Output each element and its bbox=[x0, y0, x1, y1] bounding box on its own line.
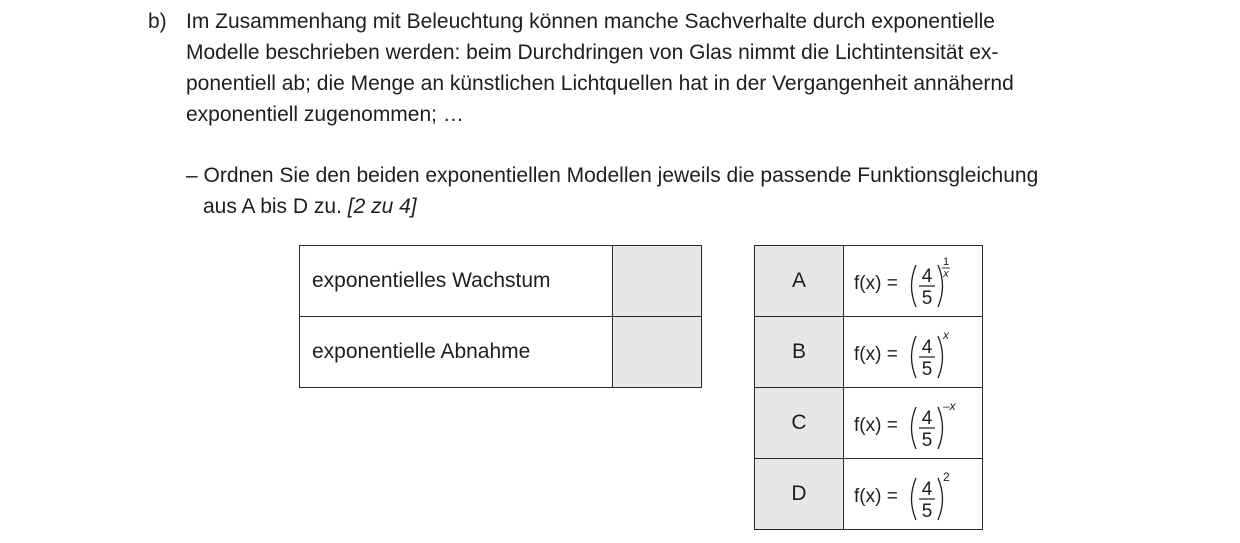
options-table bbox=[754, 245, 983, 530]
points-note: [2 zu 4] bbox=[347, 195, 417, 218]
right-paren bbox=[938, 407, 943, 449]
intro-line: ponentiell ab; die Menge an künstlichen Lichtquellen hat in der Vergangenheit annähernd bbox=[186, 72, 1014, 95]
option-formula bbox=[844, 246, 983, 317]
fraction-numerator: 4 bbox=[921, 479, 933, 500]
right-paren bbox=[938, 478, 943, 520]
option-formula bbox=[844, 459, 983, 530]
formula-graphic bbox=[854, 322, 964, 382]
intro-paragraph bbox=[186, 6, 1086, 130]
option-formula bbox=[844, 317, 983, 388]
table-row bbox=[300, 317, 702, 388]
table-row bbox=[755, 388, 983, 459]
intro-line: exponentiell zugenommen; … bbox=[186, 103, 464, 126]
model-label: exponentielles Wachstum bbox=[300, 246, 613, 317]
formula-lhs: f(x) = bbox=[854, 344, 898, 365]
exponent: 2 bbox=[943, 470, 950, 484]
formula-graphic bbox=[854, 393, 964, 453]
option-letter: C bbox=[755, 388, 844, 459]
instruction-line bbox=[186, 191, 1106, 222]
exponent: x bbox=[943, 328, 949, 342]
task-label: b) bbox=[148, 10, 167, 33]
left-paren bbox=[912, 336, 917, 378]
option-letter: B bbox=[755, 317, 844, 388]
formula-lhs: f(x) = bbox=[854, 415, 898, 436]
intro-line: Modelle beschrieben werden: beim Durchdringen von Glas nimmt die Lichtintensität ex- bbox=[186, 41, 999, 64]
formula-lhs: f(x) = bbox=[854, 273, 898, 294]
exponent-denominator: x bbox=[943, 268, 949, 280]
instruction bbox=[186, 160, 1106, 222]
formula-graphic bbox=[854, 464, 964, 524]
formula-graphic bbox=[854, 251, 964, 311]
answer-cell[interactable] bbox=[613, 246, 702, 317]
exponent: –x bbox=[943, 399, 956, 413]
table-row bbox=[755, 246, 983, 317]
intro-line: Im Zusammenhang mit Beleuchtung können manche Sachverhalte durch exponentielle bbox=[186, 10, 995, 33]
instruction-text: aus A bis D zu. bbox=[203, 195, 342, 218]
instruction-line: – Ordnen Sie den beiden exponentiellen Modellen jeweils die passende Funktionsgleichung bbox=[186, 164, 1039, 187]
fraction-numerator: 4 bbox=[921, 266, 933, 287]
table-row bbox=[755, 317, 983, 388]
table-row bbox=[300, 246, 702, 317]
left-paren bbox=[912, 265, 917, 307]
right-paren bbox=[938, 336, 943, 378]
left-paren bbox=[912, 407, 917, 449]
fraction-denominator: 5 bbox=[921, 501, 933, 522]
exponent-numerator: 1 bbox=[942, 256, 950, 268]
option-letter: A bbox=[755, 246, 844, 317]
matching-table bbox=[299, 245, 702, 388]
formula-lhs: f(x) = bbox=[854, 486, 898, 507]
right-paren bbox=[938, 265, 943, 307]
model-label: exponentielle Abnahme bbox=[300, 317, 613, 388]
fraction-numerator: 4 bbox=[921, 408, 933, 429]
table-row bbox=[755, 459, 983, 530]
fraction-denominator: 5 bbox=[921, 288, 933, 309]
fraction-numerator: 4 bbox=[921, 337, 933, 358]
option-letter: D bbox=[755, 459, 844, 530]
answer-cell[interactable] bbox=[613, 317, 702, 388]
fraction-denominator: 5 bbox=[921, 359, 933, 380]
left-paren bbox=[912, 478, 917, 520]
option-formula bbox=[844, 388, 983, 459]
fraction-denominator: 5 bbox=[921, 430, 933, 451]
